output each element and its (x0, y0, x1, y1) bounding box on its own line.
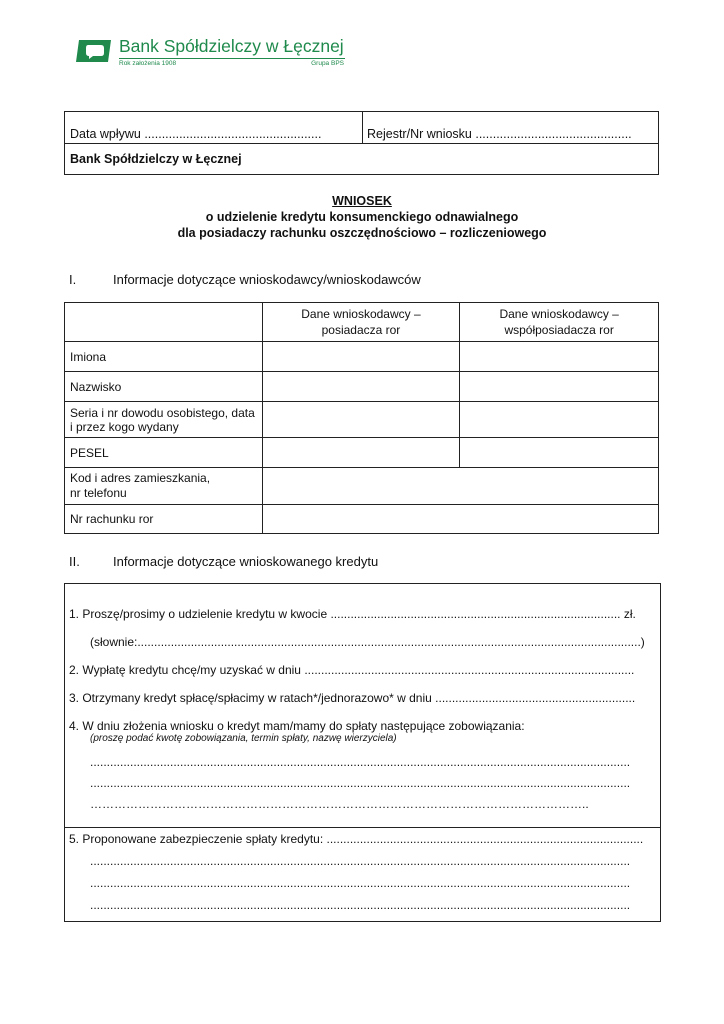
label-address (65, 468, 263, 505)
table-row (65, 372, 659, 402)
label-account-number: Nr rachunku ror (65, 505, 263, 534)
header-holder-line2: posiadacza ror (321, 323, 401, 337)
field-account-number[interactable] (262, 505, 658, 534)
bank-group: Grupa BPS (311, 60, 344, 67)
item-4-obligations-label: 4. W dniu złożenia wniosku o kredyt mam/mamy do spłaty następujące zobowiązania: (69, 719, 525, 733)
label-surname: Nazwisko (65, 372, 263, 402)
header-holder (262, 303, 460, 342)
bank-founded: Rok założenia 1908 (119, 60, 177, 67)
field-surname-holder[interactable] (262, 372, 460, 402)
registration-box (64, 111, 659, 175)
field-first-names-holder[interactable] (262, 342, 460, 372)
label-id-card-line1: Seria i nr dowodu osobistego, data (70, 405, 255, 420)
section-2-number: II. (69, 554, 80, 569)
form-subtitle-2: dla posiadaczy rachunku oszczędnościowo – rozliczeniowego (177, 226, 547, 240)
table-row (65, 505, 659, 534)
box-divider (65, 827, 660, 828)
item-1-amount-field[interactable]: 1. Proszę/prosimy o udzielenie kredytu w kwocie ....................................................................................... zł. (69, 607, 636, 621)
item-4-line-2[interactable]: .................................................................................................................................................................. (90, 776, 631, 790)
field-id-card-holder[interactable] (262, 402, 460, 438)
credit-info-box (64, 583, 661, 922)
label-address-line2: nr telefonu (70, 486, 127, 500)
item-4-line-3[interactable]: …………………………………………………………………………………………………………….. (90, 797, 589, 811)
section-2-heading: Informacje dotyczące wnioskowanego kredytu (113, 554, 379, 569)
form-subtitle-1: o udzielenie kredytu konsumenckiego odnawialnego (205, 210, 519, 224)
item-4-note: (proszę podać kwotę zobowiązania, termin spłaty, nazwę wierzyciela) (90, 733, 397, 744)
registration-divider (362, 112, 363, 143)
item-5-line-1[interactable]: .................................................................................................................................................................. (90, 854, 631, 868)
field-address[interactable] (262, 468, 658, 505)
field-first-names-coholder[interactable] (460, 342, 659, 372)
table-row (65, 303, 659, 342)
field-id-card-coholder[interactable] (460, 402, 659, 438)
logo-divider (119, 58, 345, 59)
form-title: WNIOSEK (332, 194, 392, 208)
bank-logo-icon (75, 38, 113, 64)
table-row (65, 468, 659, 505)
bank-name: Bank Spółdzielczy w Łęcznej (119, 36, 344, 56)
item-5-line-3[interactable]: .................................................................................................................................................................. (90, 898, 631, 912)
applicant-table (64, 302, 659, 534)
item-5-collateral-field[interactable]: 5. Proponowane zabezpieczenie spłaty kredytu: ............................................................................................... (69, 832, 644, 846)
item-5-line-2[interactable]: .................................................................................................................................................................. (90, 876, 631, 890)
label-id-card (65, 402, 263, 438)
table-header-empty (65, 303, 263, 342)
header-coholder-line2: współposiadacza ror (504, 323, 614, 337)
field-surname-coholder[interactable] (460, 372, 659, 402)
section-1-number: I. (69, 272, 77, 287)
field-pesel-holder[interactable] (262, 438, 460, 468)
field-pesel-coholder[interactable] (460, 438, 659, 468)
header-coholder (460, 303, 659, 342)
label-address-line1: Kod i adres zamieszkania, (70, 471, 211, 485)
header-holder-line1: Dane wnioskodawcy – (301, 307, 421, 321)
section-1-heading: Informacje dotyczące wnioskodawcy/wnioskodawców (113, 272, 421, 287)
label-id-card-line2: i przez kogo wydany (70, 419, 179, 434)
table-row (65, 402, 659, 438)
register-number-field[interactable]: Rejestr/Nr wniosku ............................................. (367, 127, 632, 141)
bank-logo (75, 36, 350, 72)
bank-branch-label: Bank Spółdzielczy w Łęcznej (70, 152, 242, 166)
receipt-date-field[interactable]: Data wpływu ................................................... (70, 127, 322, 141)
header-coholder-line1: Dane wnioskodawcy – (499, 307, 619, 321)
table-row (65, 438, 659, 468)
table-row (65, 342, 659, 372)
label-first-names: Imiona (65, 342, 263, 372)
item-1-amount-in-words-field[interactable]: (słownie:.......................................................................................................................................................) (90, 635, 645, 649)
item-2-payout-date-field[interactable]: 2. Wypłatę kredytu chcę/my uzyskać w dniu ................................................................................................... (69, 663, 635, 677)
item-4-line-1[interactable]: .................................................................................................................................................................. (90, 755, 631, 769)
label-pesel: PESEL (65, 438, 263, 468)
item-3-repayment-field[interactable]: 3. Otrzymany kredyt spłacę/spłacimy w ratach*/jednorazowo* w dniu ............................................................ (69, 691, 636, 705)
